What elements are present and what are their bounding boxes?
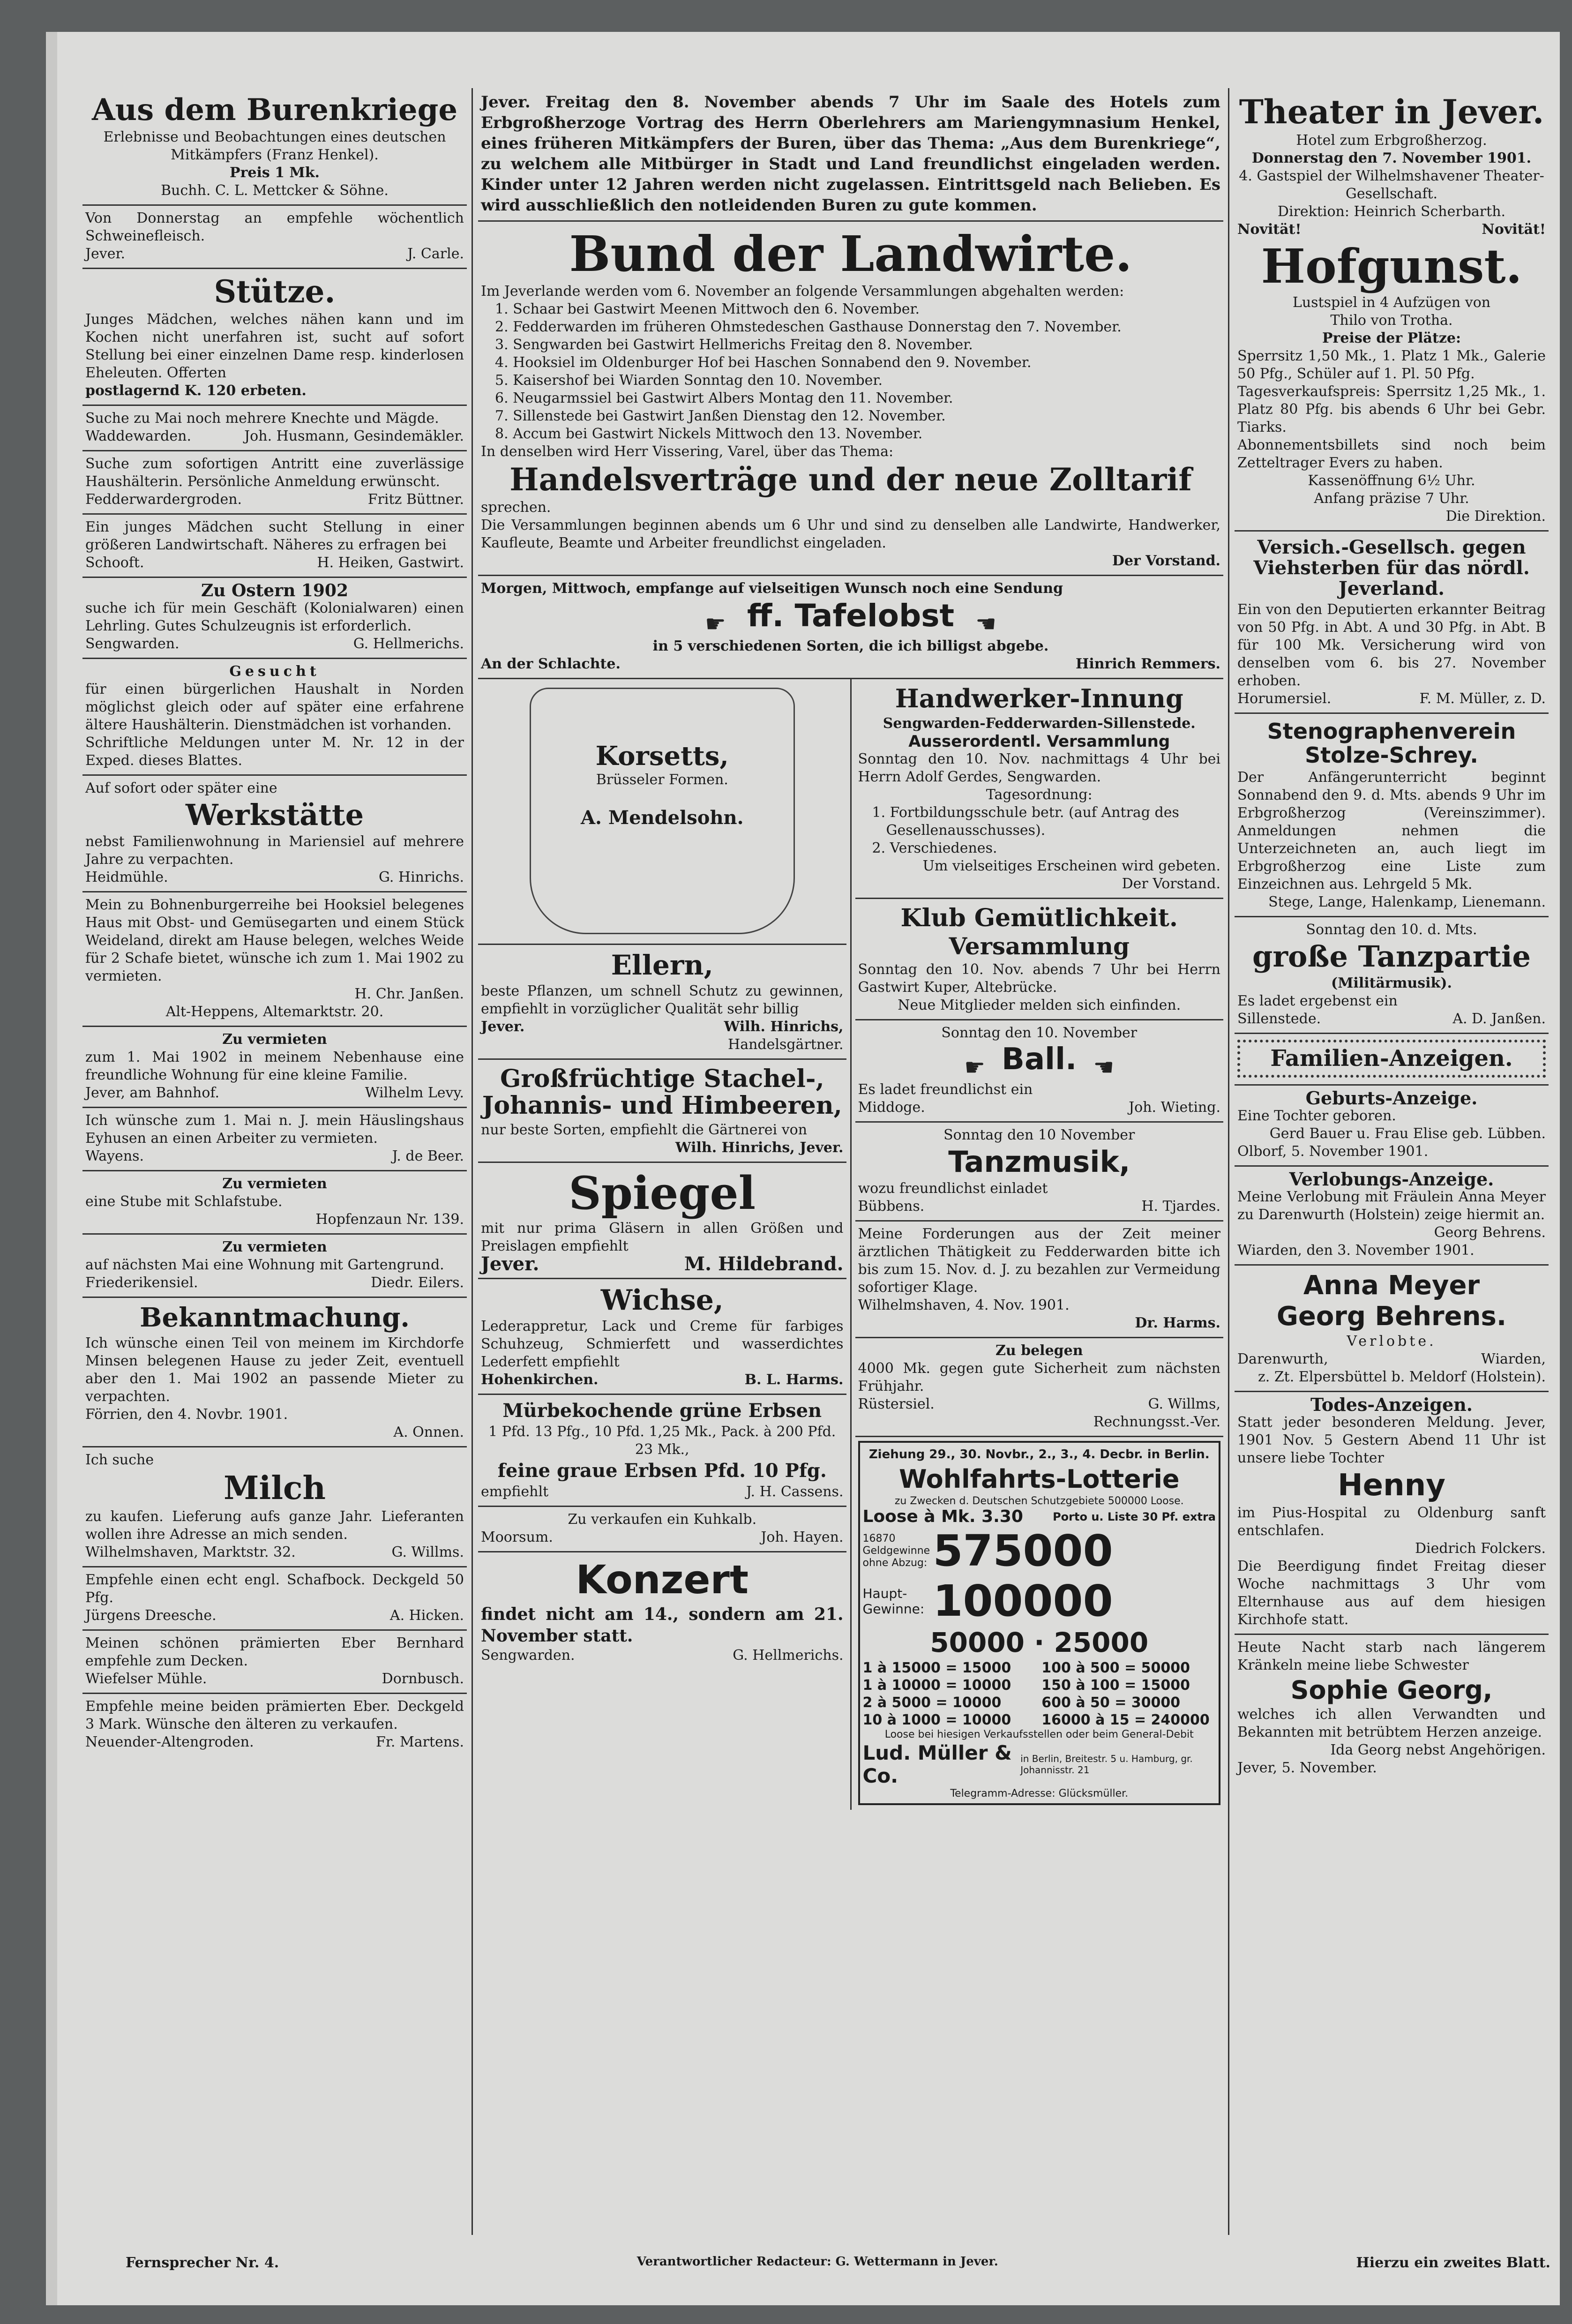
ad-sub: Brüsseler Formen.	[596, 772, 728, 788]
ad-beeren	[478, 1060, 846, 1162]
ad-versicherung-viehsterben	[1235, 532, 1549, 714]
ad-title: Ball.	[1002, 1042, 1077, 1077]
ad-head: Zu vermieten	[222, 1239, 327, 1256]
ad-text: suche ich für mein Geschäft (Kolonialwaren) einen Lehrling. Gutes Schulzeugnis ist erforderlich.	[85, 600, 464, 634]
ad-place: Hohenkirchen.	[481, 1372, 599, 1388]
ad-signer: Joh. Husmann, Gesindemäkler.	[244, 427, 464, 444]
lottery-main: 100000	[933, 1576, 1113, 1627]
ad-author: Thilo von Trotha.	[1330, 312, 1453, 329]
ad-tanzpartie	[1235, 917, 1549, 1034]
ad-kuhkalb	[478, 1507, 846, 1552]
ad-werkstaette	[82, 776, 467, 892]
ad-text: Suche zu Mai noch mehrere Knechte und Mägde.	[85, 410, 439, 427]
ad-theater	[1235, 88, 1549, 532]
ad-title: Spiegel	[569, 1166, 756, 1220]
ad-text: Ich wünsche zum 1. Mai n. J. mein Häuslingshaus Eyhusen an einen Arbeiter zu vermieten.	[85, 1112, 464, 1147]
ad-presale: Tagesverkaufspreis: Sperrsitz 1,25 Mk., 1. Platz 80 Pfg. bis abends 6 Uhr bei Gebr. Tiarks.	[1237, 383, 1546, 435]
ad-place: Olborf, 5. November 1901.	[1237, 1143, 1429, 1160]
ad-vortrag-burenkrieg	[478, 88, 1223, 222]
ad-signer: J. Carle.	[407, 246, 464, 262]
lottery-title: Wohlfahrts-Lotterie	[898, 1464, 1180, 1494]
ad-text-2: im Pius-Hospital zu Oldenburg sanft entschlafen.	[1237, 1504, 1546, 1539]
ad-price: Preis 1 Mk.	[230, 165, 320, 181]
ad-klub-gemuetlichkeit	[855, 899, 1224, 1020]
ad-text: Heute Nacht starb nach längerem Kränkeln meine liebe Schwester	[1237, 1639, 1546, 1673]
ad-prices-head: Preise der Plätze:	[1322, 330, 1461, 346]
ad-text: Junges Mädchen, welches nähen kann und im Kochen nicht unerfahren ist, sucht auf sofort Stellung bei einer einzelnen Dame resp. kinderlosen Eheleuten. Offerten	[85, 311, 464, 381]
ad-role: Handelsgärtner.	[728, 1036, 844, 1053]
ad-place: Heidmühle.	[85, 869, 168, 886]
ad-place: Bübbens.	[858, 1198, 925, 1214]
lottery-firm: Lud. Müller & Co.	[862, 1741, 1012, 1787]
ad-title: Mürbekochende grüne Erbsen	[502, 1400, 822, 1422]
lottery-prize-grid	[863, 1660, 1216, 1728]
ad-play: Hofgunst.	[1261, 239, 1522, 294]
ad-text: Es ladet ergebenst ein	[1237, 993, 1398, 1010]
ad-place: Jever.	[481, 1253, 539, 1275]
ad-seller: Buchh. C. L. Mettcker & Söhne.	[161, 182, 389, 199]
ad-sub: Sengwarden-Fedderwarden-Sillenstede.	[883, 715, 1196, 732]
ad-signer: Diedr. Eilers.	[371, 1274, 464, 1291]
ad-knechte	[82, 406, 467, 451]
ad-stuetze	[82, 269, 467, 406]
ad-text: nebst Familienwohnung in Mariensiel auf mehrere Jahre zu verpachten.	[85, 833, 464, 868]
lottery-second: 50000 · 25000	[930, 1627, 1149, 1659]
ad-place: Sengwarden.	[481, 1647, 575, 1664]
ad-signer: J. H. Cassens.	[746, 1484, 844, 1500]
ad-text-2: Schriftliche Meldungen unter M. Nr. 12 in der Exped. dieses Blattes.	[85, 734, 464, 769]
ad-signer: Ida Georg nebst Angehörigen.	[1330, 1742, 1546, 1759]
ad-title: Handwerker-Innung	[895, 683, 1183, 714]
ad-signer: Dornbusch.	[382, 1670, 464, 1687]
ad-head: Zu vermieten	[222, 1031, 327, 1048]
newspaper-page	[46, 32, 1560, 2305]
ad-place: Jürgens Dreesche.	[85, 1607, 217, 1624]
ad-date: Donnerstag den 7. November 1901.	[1251, 150, 1532, 166]
ad-title: Stütze.	[214, 273, 336, 310]
ad-place: Waddewarden.	[85, 427, 191, 444]
meeting-item: 3. Sengwarden bei Gastwirt Hellmerichs Freitag den 8. November.	[495, 337, 973, 353]
ad-title: Bund der Landwirte.	[569, 225, 1132, 283]
section-head-box	[1237, 1040, 1546, 1078]
ad-handwerker-innung	[855, 679, 1224, 899]
ad-head: Zu vermieten	[222, 1176, 327, 1192]
ad-geburt	[1235, 1086, 1549, 1167]
ad-title: ff. Tafelobst	[747, 597, 955, 634]
ad-head: Zu belegen	[995, 1342, 1083, 1359]
meeting-item: 2. Fedderwarden im früheren Ohmstedeschen Gasthause Donnerstag den 7. November.	[495, 319, 1122, 336]
ad-name-2: Georg Behrens.	[1276, 1301, 1507, 1332]
ad-verlobte	[1235, 1266, 1549, 1392]
page-footer	[126, 2255, 1550, 2271]
ad-maedchen-landwirtschaft	[82, 515, 467, 578]
ad-place: Jever.	[481, 1019, 525, 1035]
ad-head: Ausserordentl. Versammlung	[908, 732, 1170, 751]
ad-spoken: sprechen.	[481, 499, 551, 516]
ad-place: Jever, 5. November.	[1237, 1760, 1377, 1777]
ad-genre: Lustspiel in 4 Aufzügen von	[1292, 294, 1491, 311]
ad-signer: H. Heiken, Gastwirt.	[317, 554, 464, 571]
lottery-total: 575000	[933, 1526, 1113, 1576]
ad-text-3: Die Beerdigung findet Freitag dieser Woche nachmittags 3 Uhr vom Elternhause aus auf dem hiesigen Kirchhofe statt.	[1237, 1558, 1546, 1628]
ad-text: wozu freundlichst einladet	[858, 1180, 1048, 1197]
ad-text: Es ladet freundlichst ein	[858, 1081, 1033, 1098]
ad-title: Tanzmusik,	[948, 1144, 1130, 1179]
ad-text: für einen bürgerlichen Haushalt in Norden möglichst gleich oder auf später eine erfahrene ältere Haushälterin. Dienstmädchen ist vorhanden.	[85, 681, 464, 733]
ad-signer: Wilhelm Levy.	[365, 1085, 464, 1102]
ad-signer: Dr. Harms.	[1135, 1314, 1220, 1331]
ad-intro: Im Jeverlande werden vom 6. November an folgende Versammlungen abgehalten werden:	[481, 283, 1124, 300]
middle-split	[478, 679, 1223, 1809]
ad-text: Von Donnerstag an empfehle wöchentlich Schweinefleisch.	[85, 210, 464, 245]
ad-name: Sophie Georg,	[1290, 1675, 1493, 1705]
ad-place: Jever.	[85, 246, 126, 262]
prize-cell: 2 à 5000 = 10000	[862, 1694, 1002, 1711]
ad-closing: Die Versammlungen beginnen abends um 6 Uhr und sind zu denselben alle Landwirte, Handwerker, Kaufleute, Beamte und Arbeiter freundlichst eingeladen.	[481, 517, 1220, 551]
lottery-box	[858, 1441, 1221, 1805]
meeting-list	[481, 300, 1220, 443]
ad-signer: M. Hildebrand.	[684, 1253, 844, 1275]
ad-signer: Wilh. Hinrichs,	[724, 1019, 844, 1035]
ad-todesanzeige-henny	[1235, 1392, 1549, 1634]
lottery-telegram: Telegramm-Adresse: Glücksmüller.	[950, 1787, 1129, 1799]
ad-signer: Hinrich Remmers.	[1075, 656, 1220, 673]
ad-signer: Wilh. Hinrichs, Jever.	[675, 1139, 844, 1156]
ad-text: nur beste Sorten, empfiehlt die Gärtnerei von	[481, 1121, 808, 1138]
ad-tanzmusik	[855, 1123, 1224, 1222]
ad-title: Konzert	[576, 1557, 749, 1603]
ad-milch	[82, 1447, 467, 1567]
ad-place: Wilhelmshaven, Marktstr. 32.	[85, 1544, 296, 1560]
ad-wohlfahrts-lotterie	[855, 1437, 1224, 1810]
ad-place: Middoge.	[858, 1099, 925, 1116]
ad-prices: Sperrsitz 1,50 Mk., 1. Platz 1 Mk., Galerie 50 Pfg., Schüler auf 1. Pl. 50 Pfg.	[1237, 348, 1546, 382]
ad-signer: B. L. Harms.	[744, 1372, 844, 1388]
middle-left-subcolumn	[478, 679, 852, 1809]
ad-place: Schooft.	[85, 554, 144, 571]
ad-place-1: Darenwurth,	[1237, 1351, 1328, 1368]
ad-signer: F. M. Müller, z. D.	[1419, 690, 1546, 707]
pointing-hand-right-icon: ☛	[705, 610, 726, 638]
ad-place: Wiarden, den 3. November 1901.	[1237, 1242, 1475, 1259]
ad-signer: G. Hellmerichs.	[733, 1647, 844, 1664]
column-rule	[472, 88, 473, 2235]
ad-eber-bernhard	[82, 1631, 467, 1694]
ad-schafbock	[82, 1567, 467, 1631]
ad-text: Jever. Freitag den 8. November abends 7 Uhr im Saale des Hotels zum Erbgroßherzoge Vortrag des Herrn Oberlehrers am Mariengymnasium Henkel, eines früheren Mitkämpfers der Buren, über das Thema: „Aus dem Burenkriege“, zu welchem alle Mitbürger in Stadt und Land freundlichst eingeladen werden. Kinder unter 12 Jahren werden nicht zugelassen. Eintrittsgeld nach Belieben. Es wird ausschließlich den notleidenden Buren zu gute kommen.	[481, 93, 1220, 215]
ad-text: Zu verkaufen ein Kuhkalb.	[568, 1511, 757, 1528]
ad-todesanzeige-sophie	[1235, 1635, 1549, 1782]
ad-label: Verlobte.	[1347, 1333, 1437, 1350]
column-middle	[478, 88, 1223, 1810]
meeting-item: 4. Hooksiel im Oldenburger Hof bei Haschen Sonnabend den 9. November.	[495, 354, 1032, 371]
ad-signer: A. Onnen.	[393, 1424, 464, 1440]
ad-text-2: Neue Mitglieder melden sich einfinden.	[898, 997, 1181, 1014]
ad-head: Gesucht	[229, 663, 320, 680]
prize-cell: 10 à 1000 = 10000	[862, 1711, 1011, 1728]
ad-title: Werkstätte	[185, 797, 364, 832]
footer-supplement-note: Hierzu ein zweites Blatt.	[1356, 2255, 1550, 2271]
meeting-item: 8. Accum bei Gastwirt Nickels Mittwoch den 13. November.	[495, 426, 923, 442]
ad-vermieten-levy	[82, 1027, 467, 1108]
ad-title: Versich.-Gesellsch. gegen Viehsterben für das nördl. Jeverland.	[1253, 536, 1530, 600]
ad-place: Wiefelser Mühle.	[85, 1670, 207, 1687]
ad-text: zu kaufen. Lieferung aufs ganze Jahr. Lieferanten wollen ihre Adresse an mich senden.	[85, 1508, 464, 1543]
ad-pre: Auf sofort oder später eine	[85, 780, 277, 796]
ad-forderungen-harms	[855, 1222, 1224, 1338]
ad-haushaelterin	[82, 451, 467, 515]
ad-signer: Fritz Büttner.	[367, 491, 464, 508]
ad-place: Friederikensiel.	[85, 1274, 198, 1291]
ad-closing: Um vielseitiges Erscheinen wird gebeten.	[922, 857, 1220, 874]
ad-wichse	[478, 1279, 846, 1395]
ad-bekanntmachung	[82, 1298, 467, 1447]
ad-sub: (Militärmusik).	[1331, 975, 1452, 992]
ad-schweinefleisch	[82, 206, 467, 269]
ad-signer: A. D. Janßen.	[1452, 1011, 1546, 1027]
ad-place-2: Wiarden,	[1481, 1351, 1546, 1368]
column-left	[82, 88, 467, 1756]
ad-topic: Handelsverträge und der neue Zolltarif	[509, 461, 1192, 498]
ad-address: Hopfenzaun Nr. 139.	[315, 1211, 464, 1228]
meeting-item: 6. Neugarmssiel bei Gastwirt Albers Montag den 11. November.	[495, 390, 953, 407]
footer-phone: Fernsprecher Nr. 4.	[126, 2255, 279, 2271]
ad-place-3: z. Zt. Elpersbüttel b. Meldorf (Holstein).	[1258, 1369, 1546, 1386]
ad-place: Fedderwardergroden.	[85, 491, 242, 508]
ad-agenda: Tagesordnung:	[986, 786, 1093, 803]
ad-signer: G. Hinrichs.	[378, 869, 464, 886]
ad-zu-belegen	[855, 1338, 1224, 1437]
pointing-hand-right-icon: ☛	[964, 1053, 986, 1081]
ad-director: Direktion: Heinrich Scherbarth.	[1277, 203, 1506, 220]
ad-text: Sonntag den 10. Nov. abends 7 Uhr bei Herrn Gastwirt Kuper, Altebrücke.	[858, 961, 1220, 996]
ad-signer: Stege, Lange, Halenkamp, Lienemann.	[1268, 894, 1546, 911]
ad-title: Stenographenverein Stolze-Schrey.	[1267, 719, 1516, 768]
ad-place: Moorsum.	[481, 1529, 553, 1546]
ad-text: zum 1. Mai 1902 in meinem Nebenhause eine freundliche Wohnung für eine kleine Familie.	[85, 1049, 464, 1084]
column-right	[1235, 88, 1549, 1782]
meeting-item: 5. Kaisershof bei Wiarden Sonntag den 10. November.	[495, 372, 883, 389]
ad-signer: J. de Beer.	[392, 1148, 464, 1165]
ad-place: Wayens.	[85, 1148, 144, 1165]
ad-place: Sillenstede.	[1237, 1011, 1321, 1027]
ad-title-row	[858, 1042, 1221, 1081]
ad-signer: H. Tjardes.	[1141, 1198, 1220, 1214]
ad-pre: Sonntag den 10. d. Mts.	[1306, 922, 1477, 938]
ad-hotel: Hotel zum Erbgroßherzog.	[1296, 132, 1487, 149]
ad-text: Ein von den Deputierten erkannter Beitrag von 50 Pfg. in Abt. A und 30 Pfg. in Abt. B für 100 Mk. Versicherung wird von denselben vom 6. bis 27. November erhoben.	[1237, 601, 1546, 689]
ad-place: Sengwarden.	[85, 635, 180, 652]
ad-text: auf nächsten Mai eine Wohnung mit Gartengrund.	[85, 1257, 444, 1274]
lottery-total-label: 16870 Geldgewinne ohne Abzug:	[862, 1532, 930, 1569]
ad-place: An der Schlachte.	[481, 656, 621, 673]
ad-signer: Der Vorstand.	[1112, 552, 1220, 569]
ad-text: in 5 verschiedenen Sorten, die ich billigst abgebe.	[652, 638, 1049, 655]
ad-text-2: welches ich allen Verwandten und Bekannten mit betrübtem Herzen anzeige.	[1237, 1706, 1546, 1741]
ad-text: findet nicht am 14., sondern am 21. November statt.	[481, 1604, 844, 1646]
ad-lehrling	[82, 578, 467, 659]
ad-bund-der-landwirte	[478, 222, 1223, 576]
ad-erbsen	[478, 1395, 846, 1507]
ad-pre: Ich suche	[85, 1451, 154, 1468]
ad-haus-hooksiel	[82, 892, 467, 1027]
lottery-porto: Porto u. Liste 30 Pf. extra	[1053, 1510, 1216, 1524]
ad-open: Kassenöffnung 6½ Uhr.	[1308, 472, 1475, 489]
ad-stenographenverein	[1235, 714, 1549, 917]
prize-cell: 1 à 15000 = 15000	[862, 1659, 1011, 1676]
prize-cell: 1 à 10000 = 10000	[862, 1677, 1011, 1694]
ad-signer: G. Willms.	[391, 1544, 464, 1560]
ad-text: 4000 Mk. gegen gute Sicherheit zum nächsten Frühjahr.	[858, 1360, 1220, 1394]
ad-wohnung-gartengrund	[82, 1235, 467, 1298]
ad-address: Alt-Heppens, Altemarktstr. 20.	[165, 1004, 384, 1020]
ad-text: Meinen schönen prämierten Eber Bernhard empfehle zum Decken.	[85, 1634, 464, 1669]
ad-title: Milch	[224, 1469, 326, 1507]
ad-title: Wichse,	[600, 1284, 724, 1317]
ad-place: Wilhelmshaven, 4. Nov. 1901.	[858, 1297, 1070, 1313]
art-nouveau-frame-icon	[530, 688, 795, 934]
ad-haeuslingshaus	[82, 1108, 467, 1171]
ad-text: Empfehle meine beiden prämierten Eber. Deckgeld 3 Mark. Wünsche den älteren zu verkaufen.	[85, 1698, 464, 1732]
ad-signer: Joh. Hayen.	[761, 1529, 844, 1546]
lottery-firm-address: in Berlin, Breitestr. 5 u. Hamburg, gr. Johannisstr. 21	[1020, 1753, 1193, 1776]
ad-title: Bekanntmachung.	[140, 1302, 410, 1334]
pointing-hand-left-icon: ☚	[975, 610, 996, 638]
lottery-main-label: Haupt-Gewinne:	[862, 1585, 925, 1617]
ad-novelty: Novität!	[1237, 221, 1302, 238]
ad-text: Erlebnisse und Beobachtungen eines deutschen Mitkämpfers (Franz Henkel).	[103, 129, 446, 164]
ad-title-row	[481, 598, 1220, 638]
ad-signer: Der Vorstand.	[1122, 875, 1220, 892]
ad-pre: Morgen, Mittwoch, empfange auf vielseitigen Wunsch noch eine Sendung	[481, 580, 1063, 597]
ad-name: Henny	[1338, 1468, 1445, 1503]
page-edge	[46, 32, 57, 2305]
meeting-item: 7. Sillenstede bei Gastwirt Janßen Dienstag den 12. November.	[495, 408, 946, 425]
ad-text: Meine Forderungen aus der Zeit meiner ärztlichen Thätigkeit zu Fedderwarden bitte ich bis zum 15. Nov. d. J. zu bezahlen zur Vermeidung sofortiger Klage.	[858, 1225, 1220, 1296]
prize-cell: 16000 à 15 = 240000	[1041, 1711, 1210, 1728]
ad-head: Todes-Anzeigen.	[1310, 1394, 1473, 1416]
ad-signer: G. Hellmerichs.	[353, 635, 464, 652]
ad-place: Horumersiel.	[1237, 690, 1332, 707]
ad-text: 1 Pfd. 13 Pfg., 10 Pfd. 1,25 Mk., Pack. à 200 Pfd. 23 Mk.,	[488, 1424, 836, 1458]
ad-gesucht	[82, 659, 467, 776]
ad-verlobung	[1235, 1167, 1549, 1266]
ad-text: Der Anfängerunterricht beginnt Sonnabend den 9. d. Mts. abends 9 Uhr im Erbgroßherzog (Vereinszimmer). Anmeldungen nehmen die Unterzeichneten an, auch liegt im Erbgroßherzog eine Liste zum Einzeichnen aus. Lehrgeld 5 Mk.	[1237, 769, 1546, 893]
lottery-purpose: zu Zwecken d. Deutschen Schutzgebiete 500000 Loose.	[894, 1495, 1184, 1507]
prize-cell: 600 à 50 = 30000	[1041, 1694, 1181, 1711]
ad-text: Ich wünsche einen Teil von meinem im Kirchdorfe Minsen belegenen Hause zu jeder Zeit, eventuell aber den 1. Mai 1902 an passende Mieter zu verpachten.	[85, 1334, 464, 1405]
lottery-foot: Loose bei hiesigen Verkaufsstellen oder beim General-Debit	[884, 1728, 1194, 1740]
ad-place: Jever, am Bahnhof.	[85, 1085, 219, 1102]
ad-spiegel	[478, 1163, 846, 1280]
footer-editor: Verantwortlicher Redacteur: G. Wettermann in Jever.	[636, 2255, 998, 2269]
ad-title: Großfrüchtige Stachel-, Johannis- und Himbeeren,	[482, 1065, 842, 1120]
ad-text: Eine Tochter geboren.	[1237, 1108, 1396, 1125]
section-familien-anzeigen	[1235, 1034, 1549, 1086]
lottery-head: Ziehung 29., 30. Novbr., 2., 3., 4. Decbr. in Berlin.	[868, 1447, 1210, 1462]
ad-title: Klub Gemütlichkeit.	[900, 903, 1178, 932]
ad-text: Statt jeder besonderen Meldung. Jever, 1901 Nov. 5 Gestern Abend 11 Uhr ist unsere liebe Tochter	[1237, 1414, 1546, 1467]
pointing-hand-left-icon: ☚	[1093, 1053, 1115, 1081]
ad-signer: Diedrich Folckers.	[1415, 1540, 1546, 1557]
ad-pre: empfiehlt	[481, 1484, 549, 1500]
ad-text: eine Stube mit Schlafstube.	[85, 1193, 283, 1210]
ad-signer: G. Willms,	[1148, 1395, 1220, 1412]
ad-title-2: feine graue Erbsen Pfd. 10 Pfg.	[497, 1460, 827, 1482]
ad-text: Empfehle einen echt engl. Schafbock. Deckgeld 50 Pfg.	[85, 1571, 464, 1606]
meeting-item: 1. Schaar bei Gastwirt Meenen Mittwoch den 6. November.	[495, 301, 920, 318]
ad-code: postlagernd K. 120 erbeten.	[85, 382, 307, 399]
ad-speaker: In denselben wird Herr Vissering, Varel, über das Thema:	[481, 443, 894, 460]
ad-text: Mein zu Bohnenburgerreihe bei Hooksiel belegenes Haus mit Obst- und Gemüsegarten und einem Stück Weideland, direkt am Hause belegen, welches Weide für 2 Schafe bietet, wünsche ich zum 1. Mai 1902 zu vermieten.	[85, 897, 464, 985]
ad-place: Rüstersiel.	[858, 1395, 935, 1412]
ad-novelty-2: Novität!	[1482, 221, 1546, 238]
ad-subscription: Abonnementsbillets sind noch beim Zetteltrager Evers zu haben.	[1237, 437, 1546, 471]
ad-text: Ein junges Mädchen sucht Stellung in einer größeren Landwirtschaft. Näheres zu erfragen bei	[85, 518, 464, 553]
ad-text: Meine Verlobung mit Fräulein Anna Meyer zu Darenwurth (Holstein) zeige hiermit an.	[1237, 1189, 1546, 1223]
ad-head: Geburts-Anzeige.	[1305, 1087, 1478, 1109]
ad-title: Aus dem Burenkriege	[91, 92, 458, 127]
ad-signer: H. Chr. Janßen.	[354, 986, 464, 1003]
ad-text: mit nur prima Gläsern in allen Größen und Preislagen empfiehlt	[481, 1220, 844, 1255]
ad-head: Versammlung	[949, 932, 1130, 960]
ad-signer: A. Hicken.	[389, 1607, 464, 1624]
ad-text: 4. Gastspiel der Wilhelmshavener Theater-Gesellschaft.	[1239, 168, 1544, 202]
ad-signer: Die Direktion.	[1445, 508, 1546, 525]
prize-cell: 150 à 100 = 15000	[1041, 1677, 1190, 1694]
ad-place: Neuender-Altengroden.	[85, 1733, 254, 1750]
ad-ball	[855, 1020, 1224, 1123]
agenda-item: 1. Fortbildungsschule betr. (auf Antrag des Gesellenausschusses).	[872, 804, 1179, 839]
ad-stube	[82, 1171, 467, 1235]
ad-head: Zu Ostern 1902	[201, 580, 348, 600]
ad-tafelobst	[478, 576, 1223, 680]
ad-place: Förrien, den 4. Novbr. 1901.	[85, 1406, 288, 1423]
ad-signer: Fr. Martens.	[376, 1733, 464, 1750]
ad-signer: Georg Behrens.	[1434, 1224, 1546, 1241]
ad-signer: A. Mendelsohn.	[580, 807, 744, 829]
middle-right-subcolumn	[852, 679, 1224, 1809]
section-title: Familien-Anzeigen.	[1270, 1045, 1513, 1072]
ad-signer: Gerd Bauer u. Frau Elise geb. Lübben.	[1269, 1125, 1546, 1142]
ad-title: große Tanzpartie	[1252, 939, 1531, 974]
ad-konzert	[478, 1552, 846, 1669]
ad-text: beste Pflanzen, um schnell Schutz zu gewinnen, empfiehlt in vorzüglicher Qualität sehr billig	[481, 983, 844, 1018]
ad-pre: Sonntag den 10. November	[941, 1025, 1138, 1042]
ad-role: Rechnungsst.-Ver.	[1093, 1413, 1220, 1430]
ad-korsetts	[478, 679, 846, 945]
ad-pre: Sonntag den 10 November	[943, 1126, 1135, 1143]
column-rule	[1228, 88, 1229, 2235]
ad-ellern	[478, 945, 846, 1060]
agenda-item: 2. Verschiedenes.	[872, 840, 997, 856]
ad-name-1: Anna Meyer	[1303, 1270, 1480, 1301]
prize-cell: 100 à 500 = 50000	[1041, 1659, 1190, 1676]
ad-title: Korsetts,	[595, 741, 729, 772]
ad-text: Suche zum sofortigen Antritt eine zuverlässige Haushälterin. Persönliche Anmeldung erwünscht.	[85, 455, 464, 490]
ad-eber-martens	[82, 1694, 467, 1756]
ad-burenkriege	[82, 88, 467, 206]
lottery-price: Loose à Mk. 3.30	[862, 1507, 1023, 1527]
ad-head: Verlobungs-Anzeige.	[1289, 1169, 1494, 1190]
ad-title: Ellern,	[611, 949, 713, 982]
ad-text: Sonntag den 10. Nov. nachmittags 4 Uhr bei Herrn Adolf Gerdes, Sengwarden.	[858, 750, 1220, 785]
ad-text: Lederappretur, Lack und Creme für farbiges Schuhzeug, Schmierfett und wasserdichtes Lederfett empfiehlt	[481, 1318, 844, 1371]
ad-start: Anfang präzise 7 Uhr.	[1314, 490, 1469, 507]
ad-title: Theater in Jever.	[1239, 92, 1544, 131]
ad-signer: Joh. Wieting.	[1129, 1099, 1220, 1116]
